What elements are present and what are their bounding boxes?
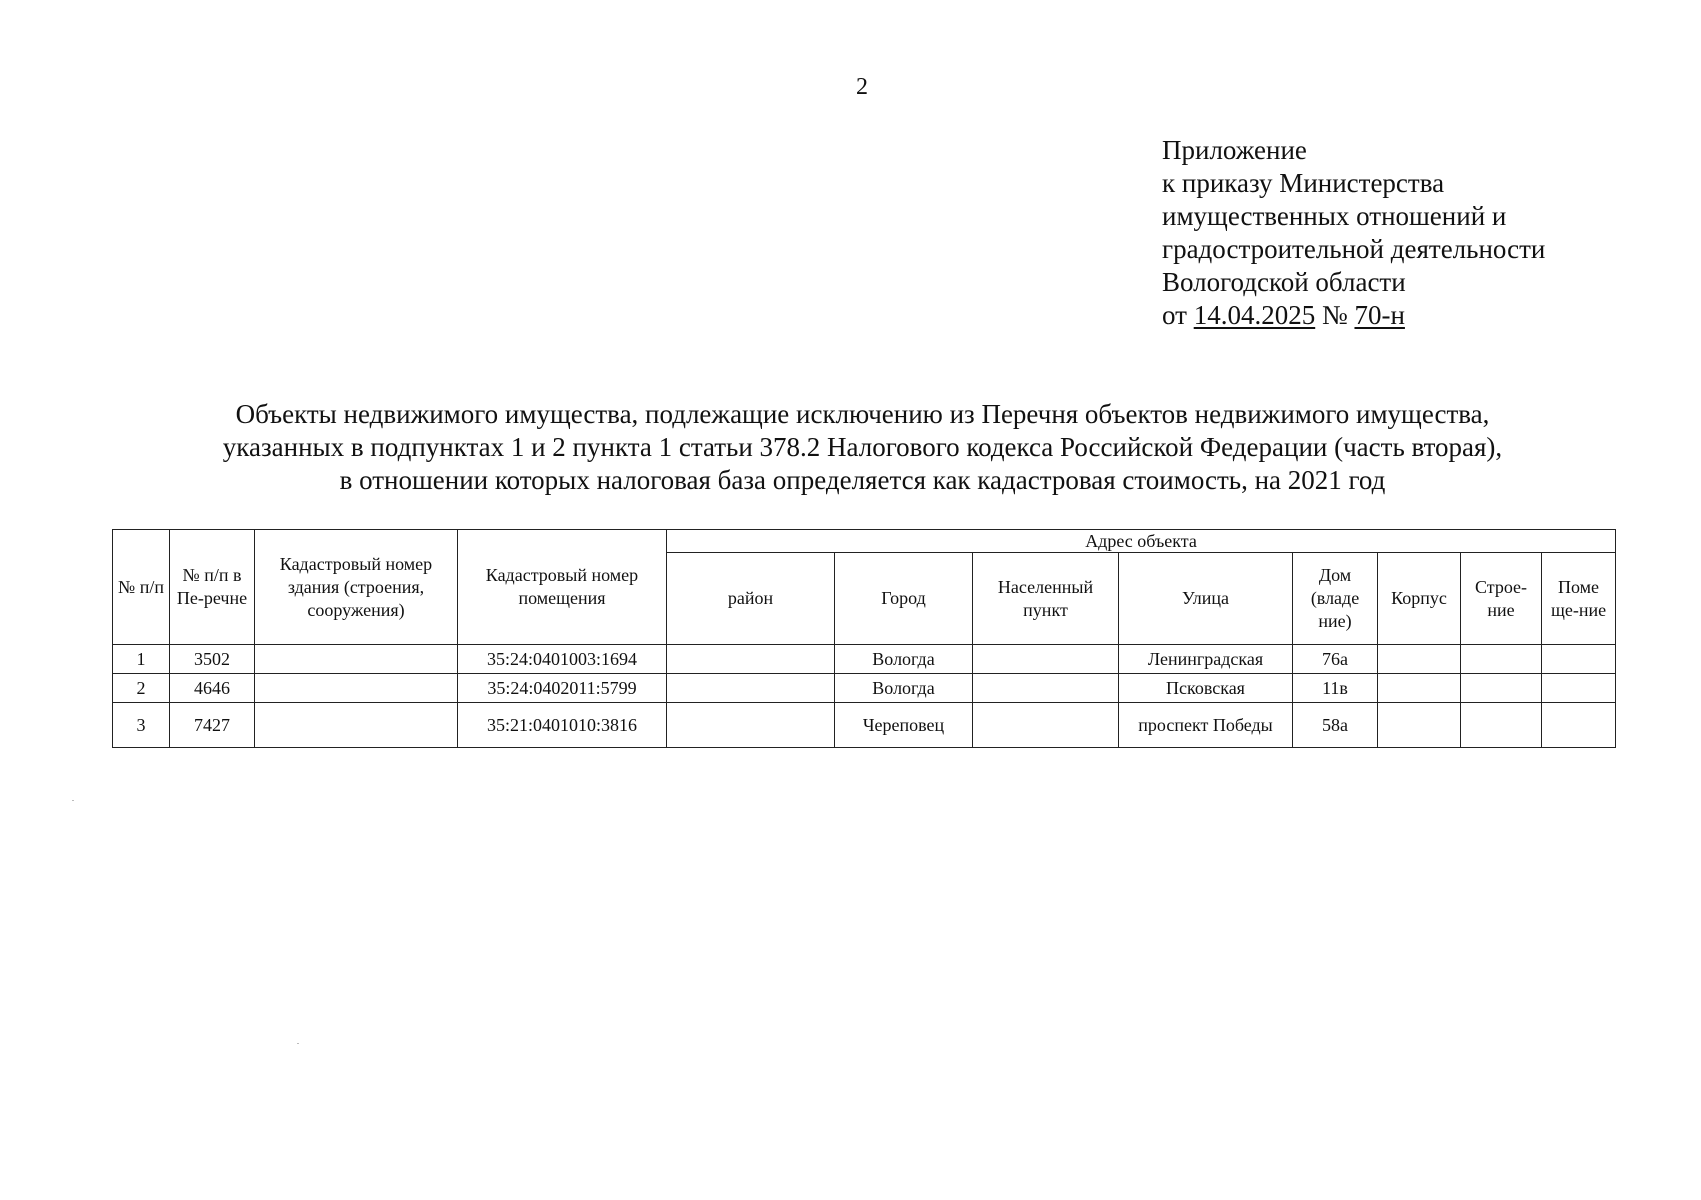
page-number: 2 — [856, 74, 868, 100]
order-number: 70-н — [1354, 300, 1405, 330]
appendix-block — [1162, 134, 1545, 332]
cell-city: Вологда — [835, 645, 973, 674]
cell-list-num: 3502 — [170, 645, 255, 674]
cell-list-num: 7427 — [170, 703, 255, 748]
header-city: Город — [835, 553, 973, 645]
cell-building-cadastral — [255, 645, 458, 674]
header-list-num: № п/п в Пе-речне — [170, 530, 255, 645]
cell-list-num: 4646 — [170, 674, 255, 703]
cell-district — [667, 703, 835, 748]
cell-settlement — [973, 674, 1119, 703]
cell-premises — [1542, 645, 1616, 674]
table-row — [113, 674, 1616, 703]
document-title — [110, 398, 1615, 497]
cell-city: Череповец — [835, 703, 973, 748]
cell-premises — [1542, 674, 1616, 703]
cell-building — [1461, 674, 1542, 703]
cell-district — [667, 645, 835, 674]
cell-num: 2 — [113, 674, 170, 703]
cell-building-cadastral — [255, 674, 458, 703]
header-street: Улица — [1119, 553, 1293, 645]
property-table — [112, 529, 1616, 748]
title-line: указанных в подпунктах 1 и 2 пункта 1 статьи 378.2 Налогового кодекса Российской Федерации (часть вторая), — [222, 432, 1503, 462]
scan-speck — [297, 1043, 299, 1044]
header-premises: Поме ще-ние — [1542, 553, 1616, 645]
cell-korpus — [1378, 674, 1461, 703]
cell-premises — [1542, 703, 1616, 748]
header-settlement: Населенный пункт — [973, 553, 1119, 645]
cell-house: 76а — [1293, 645, 1378, 674]
appendix-line: имущественных отношений и — [1162, 201, 1507, 231]
date-prefix: от — [1162, 300, 1187, 330]
order-date: 14.04.2025 — [1193, 300, 1316, 330]
table-row — [113, 645, 1616, 674]
cell-street: Псковская — [1119, 674, 1293, 703]
cell-city: Вологда — [835, 674, 973, 703]
cell-premises-cadastral: 35:21:0401010:3816 — [458, 703, 667, 748]
appendix-title: Приложение — [1162, 135, 1307, 165]
cell-house: 11в — [1293, 674, 1378, 703]
table-row — [113, 703, 1616, 748]
cell-house: 58а — [1293, 703, 1378, 748]
appendix-line: градостроительной деятельности — [1162, 234, 1546, 264]
header-building-cadastral: Кадастровый номер здания (строения, сооружения) — [255, 530, 458, 645]
cell-building — [1461, 645, 1542, 674]
cell-settlement — [973, 703, 1119, 748]
header-address-group: Адрес объекта — [667, 530, 1616, 553]
cell-building-cadastral — [255, 703, 458, 748]
header-premises-cadastral: Кадастровый номер помещения — [458, 530, 667, 645]
cell-street: Ленинградская — [1119, 645, 1293, 674]
number-prefix: № — [1321, 300, 1348, 330]
title-line: в отношении которых налоговая база определяется как кадастровая стоимость, на 2021 год — [339, 465, 1386, 495]
cell-korpus — [1378, 645, 1461, 674]
appendix-line: к приказу Министерства — [1162, 168, 1445, 198]
title-line: Объекты недвижимого имущества, подлежащие исключению из Перечня объектов недвижимого имущества, — [235, 399, 1490, 429]
order-date-line — [1162, 299, 1545, 332]
cell-premises-cadastral: 35:24:0401003:1694 — [458, 645, 667, 674]
cell-korpus — [1378, 703, 1461, 748]
header-korpus: Корпус — [1378, 553, 1461, 645]
cell-num: 3 — [113, 703, 170, 748]
appendix-line: Вологодской области — [1162, 267, 1406, 297]
cell-street: проспект Победы — [1119, 703, 1293, 748]
cell-num: 1 — [113, 645, 170, 674]
cell-building — [1461, 703, 1542, 748]
header-num: № п/п — [113, 530, 170, 645]
header-district: район — [667, 553, 835, 645]
scan-speck — [72, 800, 74, 801]
cell-settlement — [973, 645, 1119, 674]
header-house: Дом (владе ние) — [1293, 553, 1378, 645]
cell-premises-cadastral: 35:24:0402011:5799 — [458, 674, 667, 703]
header-building: Строе-ние — [1461, 553, 1542, 645]
cell-district — [667, 674, 835, 703]
